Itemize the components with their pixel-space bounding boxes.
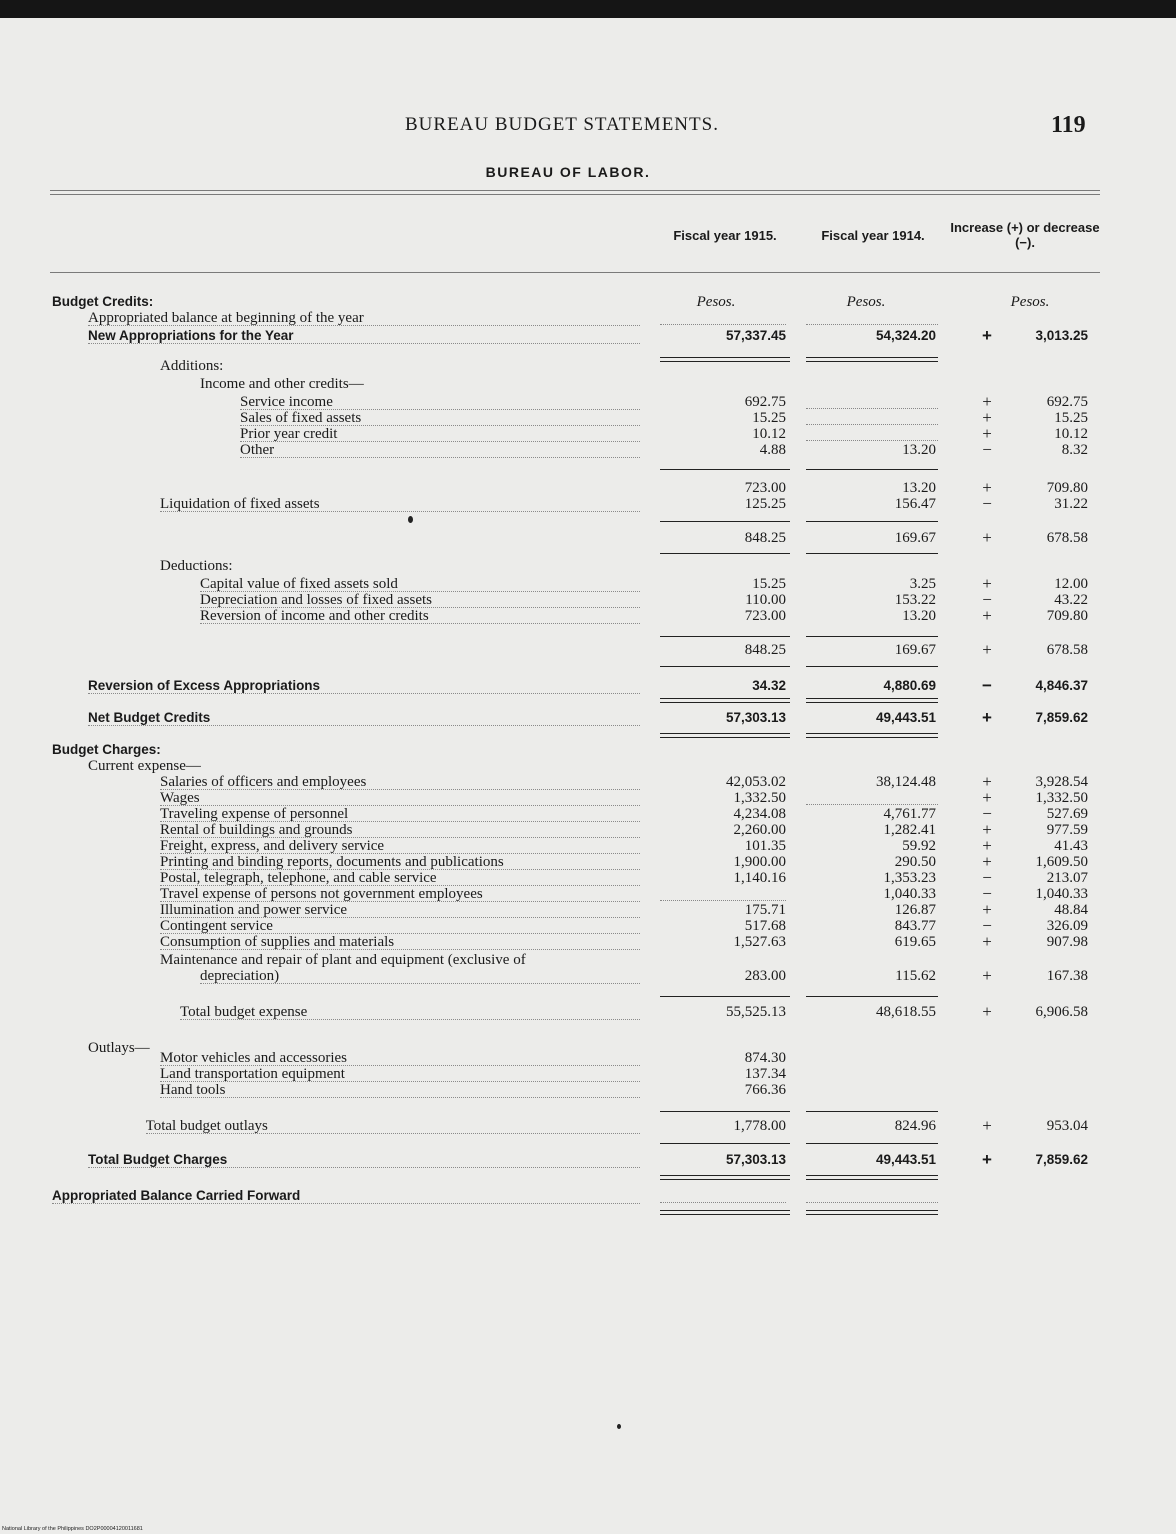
value-change: 1,332.50 bbox=[1035, 790, 1088, 806]
value-1914: 13.20 bbox=[902, 442, 936, 458]
value-1915: 1,332.50 bbox=[733, 790, 786, 806]
value-1914: 169.67 bbox=[894, 530, 936, 546]
sum-rule bbox=[806, 996, 938, 997]
value-1914: 115.62 bbox=[895, 968, 936, 984]
row-label bbox=[146, 1118, 640, 1134]
row-label bbox=[160, 870, 640, 886]
scan-footer: National Library of the Philippines DO2P00004120011681 bbox=[2, 1526, 143, 1532]
ink-speck bbox=[617, 1424, 621, 1429]
unit-1915: Pesos. bbox=[696, 294, 736, 310]
row-label bbox=[160, 854, 640, 870]
row-label-text: Sales of fixed assets bbox=[240, 410, 362, 426]
row-label-text: Illumination and power service bbox=[160, 902, 348, 918]
change-sign: + bbox=[982, 528, 992, 547]
sum-rule bbox=[660, 521, 790, 522]
table-row bbox=[0, 608, 1176, 624]
dbl-rule bbox=[660, 733, 790, 738]
value-1914: 38,124.48 bbox=[876, 774, 936, 790]
value-1914: 49,443.51 bbox=[875, 1152, 936, 1167]
value-1915: 4,234.08 bbox=[733, 806, 786, 822]
value-1915: 2,260.00 bbox=[733, 822, 786, 838]
sum-rule bbox=[806, 469, 938, 470]
value-1915: 34.32 bbox=[752, 678, 786, 693]
table-row bbox=[0, 642, 1176, 658]
row-label-text: Travel expense of persons not government employees bbox=[160, 886, 483, 902]
row-label-text: New Appropriations for the Year bbox=[88, 328, 294, 343]
row-label-text: Liquidation of fixed assets bbox=[160, 496, 320, 512]
row-label-text: Motor vehicles and accessories bbox=[160, 1050, 348, 1066]
row-label-text: Salaries of officers and employees bbox=[160, 774, 367, 790]
change-sign: + bbox=[982, 1116, 992, 1135]
row-label bbox=[160, 790, 640, 806]
table-row bbox=[0, 758, 1176, 774]
value-1915: 137.34 bbox=[744, 1066, 786, 1082]
row-label-text: Appropriated Balance Carried Forward bbox=[52, 1188, 301, 1203]
row-label-text: Land transportation equipment bbox=[160, 1066, 345, 1082]
col-head-1914: Fiscal year 1914. bbox=[821, 228, 925, 243]
row-label bbox=[88, 678, 640, 694]
value-1915: 57,303.13 bbox=[725, 1152, 786, 1167]
value-1914: 1,040.33 bbox=[883, 886, 936, 902]
sum-rule bbox=[806, 1143, 938, 1144]
table-row bbox=[0, 1004, 1176, 1020]
table-row bbox=[0, 918, 1176, 934]
value-1915: 101.35 bbox=[744, 838, 786, 854]
dot-leader bbox=[806, 408, 938, 409]
sum-rule bbox=[660, 636, 790, 637]
row-label bbox=[200, 968, 640, 984]
row-label-text: Printing and binding reports, documents and publications bbox=[160, 854, 504, 870]
row-label-text: Total Budget Charges bbox=[88, 1152, 228, 1167]
row-label-text: Current expense— bbox=[88, 758, 201, 774]
value-change: 678.58 bbox=[1046, 530, 1088, 546]
dbl-rule bbox=[806, 1175, 938, 1180]
dbl-rule bbox=[806, 698, 938, 703]
row-label-text: Traveling expense of personnel bbox=[160, 806, 349, 822]
row-label-text: Reversion of income and other credits bbox=[200, 608, 429, 624]
table-row bbox=[0, 294, 1176, 310]
value-change: 167.38 bbox=[1046, 968, 1088, 984]
value-1914: 3.25 bbox=[909, 576, 936, 592]
value-change: 10.12 bbox=[1054, 426, 1088, 442]
table-row bbox=[0, 426, 1176, 442]
dbl-rule bbox=[660, 1175, 790, 1180]
sum-rule bbox=[660, 469, 790, 470]
value-change: 12.00 bbox=[1054, 576, 1088, 592]
change-sign: + bbox=[982, 966, 992, 985]
row-label-text: Budget Charges: bbox=[52, 742, 161, 757]
row-label bbox=[240, 394, 640, 410]
value-change: 48.84 bbox=[1054, 902, 1088, 918]
change-sign: + bbox=[982, 1002, 992, 1021]
sum-rule bbox=[660, 553, 790, 554]
table-row bbox=[0, 902, 1176, 918]
row-label bbox=[200, 592, 640, 608]
row-label-text: Capital value of fixed assets sold bbox=[200, 576, 398, 592]
change-sign: − bbox=[982, 804, 992, 823]
value-change: 213.07 bbox=[1046, 870, 1088, 886]
value-1915: 874.30 bbox=[744, 1050, 786, 1066]
value-1914: 48,618.55 bbox=[876, 1004, 936, 1020]
table-row bbox=[0, 854, 1176, 870]
sum-rule bbox=[806, 666, 938, 667]
change-sign: + bbox=[982, 772, 992, 791]
value-1914: 824.96 bbox=[894, 1118, 936, 1134]
change-sign: − bbox=[982, 884, 992, 903]
row-label-text: Postal, telegraph, telephone, and cable service bbox=[160, 870, 437, 886]
change-sign: + bbox=[982, 424, 992, 443]
row-label bbox=[160, 822, 640, 838]
value-1915: 517.68 bbox=[744, 918, 786, 934]
row-label bbox=[160, 1066, 640, 1082]
table-row bbox=[0, 496, 1176, 512]
dbl-rule bbox=[806, 733, 938, 738]
change-sign: + bbox=[982, 932, 992, 951]
row-label-text: Outlays— bbox=[88, 1040, 150, 1056]
change-sign: − bbox=[982, 868, 992, 887]
dbl-rule bbox=[806, 1210, 938, 1215]
row-label bbox=[160, 902, 640, 918]
row-label-text: Total budget expense bbox=[180, 1004, 308, 1020]
value-change: 7,859.62 bbox=[1035, 710, 1088, 725]
row-label bbox=[160, 838, 640, 854]
row-label-text: Rental of buildings and grounds bbox=[160, 822, 353, 838]
row-label bbox=[160, 1082, 640, 1098]
table-row bbox=[0, 742, 1176, 758]
table-row bbox=[0, 790, 1176, 806]
table-row bbox=[0, 530, 1176, 546]
row-label bbox=[160, 806, 640, 822]
value-change: 1,609.50 bbox=[1035, 854, 1088, 870]
dbl-rule bbox=[660, 1210, 790, 1215]
value-1915: 10.12 bbox=[752, 426, 786, 442]
change-sign: + bbox=[982, 708, 992, 727]
value-change: 7,859.62 bbox=[1035, 1152, 1088, 1167]
change-sign: + bbox=[982, 788, 992, 807]
row-label-text: Reversion of Excess Appropriations bbox=[88, 678, 321, 693]
value-1914: 156.47 bbox=[894, 496, 936, 512]
value-change: 678.58 bbox=[1046, 642, 1088, 658]
dot-leader bbox=[806, 1202, 938, 1203]
dot-leader bbox=[660, 324, 786, 325]
table-row bbox=[0, 678, 1176, 694]
value-change: 8.32 bbox=[1061, 442, 1088, 458]
table-row bbox=[0, 952, 1176, 968]
table-row bbox=[0, 1118, 1176, 1134]
table-row bbox=[0, 592, 1176, 608]
sum-rule bbox=[806, 553, 938, 554]
value-change: 15.25 bbox=[1054, 410, 1088, 426]
change-sign: + bbox=[982, 326, 992, 345]
table-row bbox=[0, 328, 1176, 344]
table-row bbox=[0, 1050, 1176, 1066]
value-change: 3,928.54 bbox=[1035, 774, 1088, 790]
row-label bbox=[52, 742, 163, 758]
row-label bbox=[88, 1152, 640, 1168]
table-row bbox=[0, 934, 1176, 950]
value-change: 326.09 bbox=[1046, 918, 1088, 934]
table-row bbox=[0, 968, 1176, 984]
bureau-title: BUREAU OF LABOR. bbox=[485, 164, 651, 180]
value-1914: 153.22 bbox=[894, 592, 936, 608]
value-1914: 619.65 bbox=[894, 934, 936, 950]
table-row bbox=[0, 442, 1176, 458]
table-row bbox=[0, 310, 1176, 326]
value-1914: 13.20 bbox=[902, 480, 936, 496]
value-1914: 169.67 bbox=[894, 642, 936, 658]
value-1915: 1,900.00 bbox=[733, 854, 786, 870]
value-change: 31.22 bbox=[1054, 496, 1088, 512]
table-row bbox=[0, 838, 1176, 854]
change-sign: + bbox=[982, 852, 992, 871]
row-label bbox=[240, 410, 640, 426]
value-change: 977.59 bbox=[1046, 822, 1088, 838]
row-label bbox=[52, 1188, 640, 1204]
table-row bbox=[0, 1066, 1176, 1082]
row-label-text: Consumption of supplies and materials bbox=[160, 934, 395, 950]
value-1914: 4,761.77 bbox=[883, 806, 936, 822]
value-1914: 4,880.69 bbox=[883, 678, 936, 693]
row-label bbox=[160, 774, 640, 790]
change-sign: + bbox=[982, 606, 992, 625]
row-label-text: Appropriated balance at beginning of the year bbox=[88, 310, 364, 326]
change-sign: + bbox=[982, 574, 992, 593]
col-head-1915: Fiscal year 1915. bbox=[673, 228, 777, 243]
row-label-text: Service income bbox=[240, 394, 333, 410]
unit-change: Pesos. bbox=[1010, 294, 1050, 310]
row-label bbox=[160, 886, 640, 902]
change-sign: − bbox=[982, 916, 992, 935]
sum-rule bbox=[660, 1111, 790, 1112]
value-change: 1,040.33 bbox=[1035, 886, 1088, 902]
value-change: 41.43 bbox=[1054, 838, 1088, 854]
row-label-text: Additions: bbox=[160, 358, 224, 374]
row-label-text: Other bbox=[240, 442, 275, 458]
value-1915: 1,778.00 bbox=[733, 1118, 786, 1134]
value-1914: 290.50 bbox=[894, 854, 936, 870]
table-row bbox=[0, 410, 1176, 426]
change-sign: + bbox=[982, 640, 992, 659]
row-label-text: Wages bbox=[160, 790, 200, 806]
value-1915: 1,527.63 bbox=[733, 934, 786, 950]
row-label bbox=[240, 426, 640, 442]
sum-rule bbox=[660, 996, 790, 997]
table-row bbox=[0, 774, 1176, 790]
value-1915: 175.71 bbox=[744, 902, 786, 918]
value-1914: 59.92 bbox=[902, 838, 936, 854]
table-row bbox=[0, 1188, 1176, 1204]
change-sign: − bbox=[982, 590, 992, 609]
sum-rule bbox=[806, 1111, 938, 1112]
row-label bbox=[160, 934, 640, 950]
dbl-rule bbox=[660, 357, 790, 362]
row-label-text: Budget Credits: bbox=[52, 294, 154, 309]
value-change: 907.98 bbox=[1046, 934, 1088, 950]
row-label-text: depreciation) bbox=[200, 968, 280, 984]
table-row bbox=[0, 710, 1176, 726]
row-label bbox=[88, 710, 640, 726]
change-sign: + bbox=[982, 392, 992, 411]
table-row bbox=[0, 576, 1176, 592]
row-label-text: Freight, express, and delivery service bbox=[160, 838, 385, 854]
value-change: 4,846.37 bbox=[1035, 678, 1088, 693]
table-row bbox=[0, 358, 1176, 374]
col-head-change: Increase (+) or decrease (−). bbox=[950, 220, 1100, 250]
value-1915: 125.25 bbox=[744, 496, 786, 512]
value-1915: 57,337.45 bbox=[725, 328, 786, 343]
row-label bbox=[180, 1004, 640, 1020]
row-label bbox=[160, 558, 235, 574]
value-1915: 848.25 bbox=[744, 530, 786, 546]
scan-top-edge bbox=[0, 0, 1176, 18]
table-row bbox=[0, 394, 1176, 410]
sum-rule bbox=[806, 636, 938, 637]
table-row bbox=[0, 886, 1176, 902]
change-sign: + bbox=[982, 478, 992, 497]
row-label bbox=[240, 442, 640, 458]
value-1915: 766.36 bbox=[744, 1082, 786, 1098]
table-row bbox=[0, 1152, 1176, 1168]
row-label-text: Net Budget Credits bbox=[88, 710, 211, 725]
row-label bbox=[200, 376, 366, 392]
change-sign: + bbox=[982, 1150, 992, 1169]
table-row bbox=[0, 376, 1176, 392]
value-1915: 723.00 bbox=[744, 608, 786, 624]
value-1915: 1,140.16 bbox=[733, 870, 786, 886]
top-rule bbox=[50, 190, 1100, 191]
sum-rule bbox=[660, 666, 790, 667]
value-1915: 15.25 bbox=[752, 576, 786, 592]
table-row bbox=[0, 1082, 1176, 1098]
value-change: 6,906.58 bbox=[1035, 1004, 1088, 1020]
table-row bbox=[0, 480, 1176, 496]
value-1914: 843.77 bbox=[894, 918, 936, 934]
row-label bbox=[160, 496, 640, 512]
value-1915: 692.75 bbox=[744, 394, 786, 410]
row-label-text: Hand tools bbox=[160, 1082, 226, 1098]
running-title: BUREAU BUDGET STATEMENTS. bbox=[405, 114, 719, 135]
dbl-rule bbox=[806, 357, 938, 362]
value-1915: 723.00 bbox=[744, 480, 786, 496]
sum-rule bbox=[806, 521, 938, 522]
value-change: 3,013.25 bbox=[1035, 328, 1088, 343]
table-row bbox=[0, 806, 1176, 822]
row-label bbox=[52, 294, 155, 310]
change-sign: + bbox=[982, 900, 992, 919]
row-label bbox=[160, 952, 528, 968]
dbl-rule bbox=[660, 698, 790, 703]
row-label bbox=[88, 310, 640, 326]
value-1915: 848.25 bbox=[744, 642, 786, 658]
row-label-text: Prior year credit bbox=[240, 426, 338, 442]
value-1915: 283.00 bbox=[744, 968, 786, 984]
value-1914: 54,324.20 bbox=[875, 328, 936, 343]
header-rule bbox=[50, 272, 1100, 273]
row-label bbox=[200, 576, 640, 592]
page-number: 119 bbox=[1051, 112, 1086, 138]
change-sign: + bbox=[982, 836, 992, 855]
row-label-text: Total budget outlays bbox=[145, 1118, 268, 1134]
unit-1914: Pesos. bbox=[846, 294, 886, 310]
dot-leader bbox=[660, 1202, 786, 1203]
row-label-text: Income and other credits— bbox=[200, 376, 364, 392]
value-1914: 1,282.41 bbox=[883, 822, 936, 838]
change-sign: + bbox=[982, 820, 992, 839]
value-change: 953.04 bbox=[1046, 1118, 1088, 1134]
row-label bbox=[160, 358, 225, 374]
value-change: 692.75 bbox=[1046, 394, 1088, 410]
top-rule-2 bbox=[50, 194, 1100, 195]
value-1914: 49,443.51 bbox=[875, 710, 936, 725]
value-1915: 110.00 bbox=[745, 592, 786, 608]
value-change: 43.22 bbox=[1054, 592, 1088, 608]
value-1914: 1,353.23 bbox=[883, 870, 936, 886]
value-1914: 126.87 bbox=[894, 902, 936, 918]
row-label bbox=[160, 1050, 640, 1066]
change-sign: − bbox=[982, 440, 992, 459]
value-change: 709.80 bbox=[1046, 480, 1088, 496]
change-sign: − bbox=[982, 676, 992, 695]
dot-leader bbox=[806, 324, 938, 325]
row-label bbox=[88, 328, 640, 344]
value-1915: 55,525.13 bbox=[726, 1004, 786, 1020]
sum-rule bbox=[660, 1143, 790, 1144]
row-label-text: Maintenance and repair of plant and equipment (exclusive of bbox=[160, 952, 526, 968]
row-label-text: Depreciation and losses of fixed assets bbox=[200, 592, 433, 608]
dot-leader bbox=[660, 900, 786, 901]
row-label-text: Deductions: bbox=[160, 558, 233, 574]
ink-speck bbox=[408, 516, 413, 523]
value-1915: 42,053.02 bbox=[726, 774, 786, 790]
change-sign: − bbox=[982, 494, 992, 513]
row-label-text: Contingent service bbox=[160, 918, 273, 934]
table-row bbox=[0, 558, 1176, 574]
row-label bbox=[88, 758, 203, 774]
value-1914: 13.20 bbox=[902, 608, 936, 624]
value-change: 709.80 bbox=[1046, 608, 1088, 624]
row-label bbox=[160, 918, 640, 934]
change-sign: + bbox=[982, 408, 992, 427]
table-row bbox=[0, 822, 1176, 838]
table-row bbox=[0, 870, 1176, 886]
value-1915: 57,303.13 bbox=[725, 710, 786, 725]
value-change: 527.69 bbox=[1046, 806, 1088, 822]
row-label bbox=[200, 608, 640, 624]
value-1915: 4.88 bbox=[759, 442, 786, 458]
dot-leader bbox=[806, 440, 938, 441]
dot-leader bbox=[806, 804, 938, 805]
dot-leader bbox=[806, 424, 938, 425]
value-1915: 15.25 bbox=[752, 410, 786, 426]
